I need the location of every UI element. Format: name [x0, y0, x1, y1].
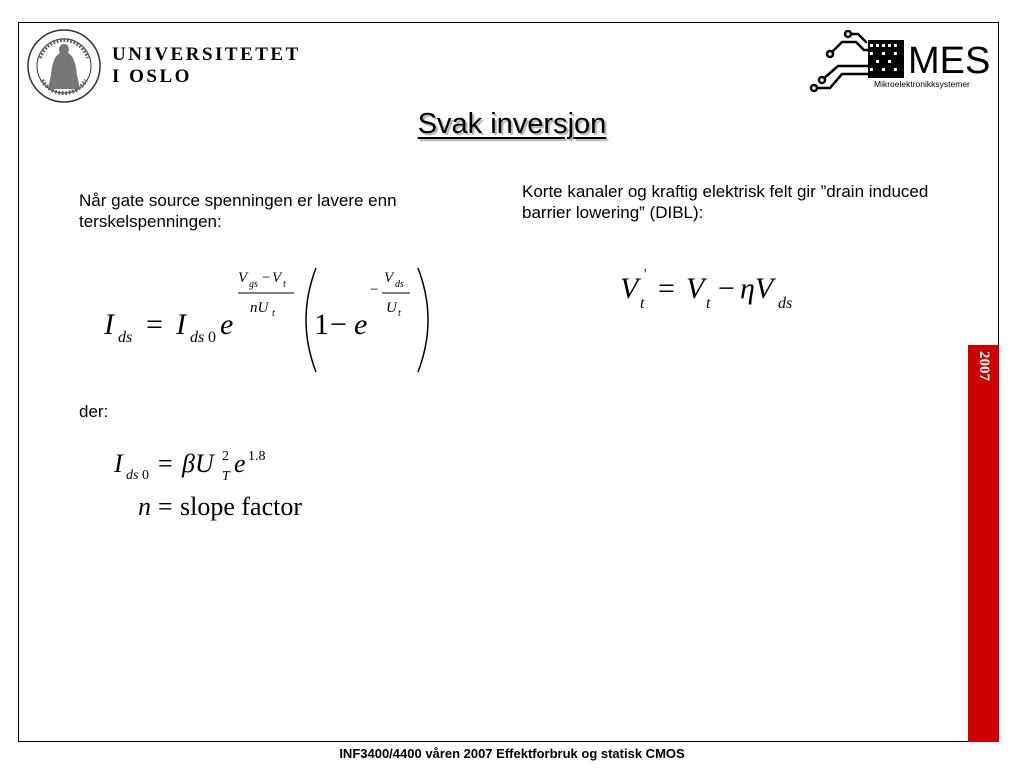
svg-text:gs: gs: [249, 279, 258, 290]
ids0-equation: [110, 440, 290, 485]
university-name-line1: UNIVERSITETET: [112, 44, 301, 65]
svg-text:0: 0: [142, 468, 149, 483]
svg-text:=: =: [158, 449, 173, 478]
svg-text:ds: ds: [190, 329, 205, 346]
svg-text:V: V: [620, 272, 639, 305]
svg-text:1: 1: [314, 308, 329, 341]
svg-text:T: T: [222, 469, 230, 484]
slide-title: Svak inversjon: [417, 108, 607, 140]
svg-text:−: −: [262, 270, 271, 286]
svg-text:=: =: [146, 308, 163, 341]
svg-text:t: t: [640, 295, 645, 312]
svg-text:t: t: [706, 295, 711, 312]
svg-text:=: =: [658, 272, 675, 305]
svg-text:nU: nU: [250, 300, 269, 316]
svg-text:I: I: [176, 308, 186, 341]
svg-text:e: e: [354, 308, 368, 341]
svg-text:V: V: [272, 270, 282, 286]
mes-logo: [808, 30, 1000, 100]
svg-text:V: V: [686, 272, 705, 305]
svg-text:βU: βU: [182, 449, 214, 478]
svg-text:ds: ds: [118, 329, 133, 346]
svg-text:t: t: [272, 308, 275, 319]
year-label: 2007: [976, 351, 992, 381]
mes-logo-subtext: Mikroelektronikksystemer: [874, 79, 970, 89]
left-intro-text: Når gate source spenningen er lavere enn terskelspenningen:: [79, 191, 397, 231]
svg-text:V: V: [238, 270, 248, 286]
svg-text:U: U: [386, 300, 397, 316]
svg-text:−: −: [330, 308, 347, 341]
svg-text:t: t: [283, 279, 286, 290]
svg-text:ηV: ηV: [740, 272, 774, 305]
svg-text:': ': [644, 267, 647, 282]
right-intro-text: Korte kanaler og kraftig elektrisk felt gir ”drain induced barrier lowering” (DIBL):: [522, 182, 929, 222]
circuit-chip-icon: [811, 31, 868, 91]
svg-text:0: 0: [208, 329, 216, 346]
svg-text:ds: ds: [395, 279, 404, 290]
university-seal-icon: [26, 28, 102, 104]
main-equation: [100, 260, 450, 380]
svg-text:1.8: 1.8: [248, 449, 266, 464]
svg-text:=: =: [158, 492, 173, 521]
svg-text:slope factor: slope factor: [180, 492, 303, 521]
svg-text:t: t: [398, 308, 401, 319]
svg-text:−: −: [370, 282, 379, 298]
svg-text:I: I: [114, 449, 123, 478]
slope-factor-equation: [134, 488, 334, 524]
svg-text:n: n: [138, 492, 151, 521]
svg-text:e: e: [220, 308, 234, 341]
svg-text:−: −: [718, 272, 735, 305]
university-name: [112, 44, 301, 88]
der-label: der:: [79, 402, 109, 421]
slide-footer: INF3400/4400 våren 2007 Effektforbruk og statisk CMOS: [339, 746, 685, 761]
dibl-equation: [614, 262, 814, 312]
svg-text:I: I: [104, 308, 114, 341]
university-name-line2: I OSLO: [112, 66, 192, 87]
svg-text:ds: ds: [126, 468, 139, 483]
svg-text:e: e: [234, 449, 246, 478]
svg-text:2: 2: [222, 449, 229, 464]
svg-text:V: V: [384, 270, 394, 286]
mes-logo-text: MES: [908, 40, 991, 82]
svg-text:ds: ds: [778, 295, 793, 312]
